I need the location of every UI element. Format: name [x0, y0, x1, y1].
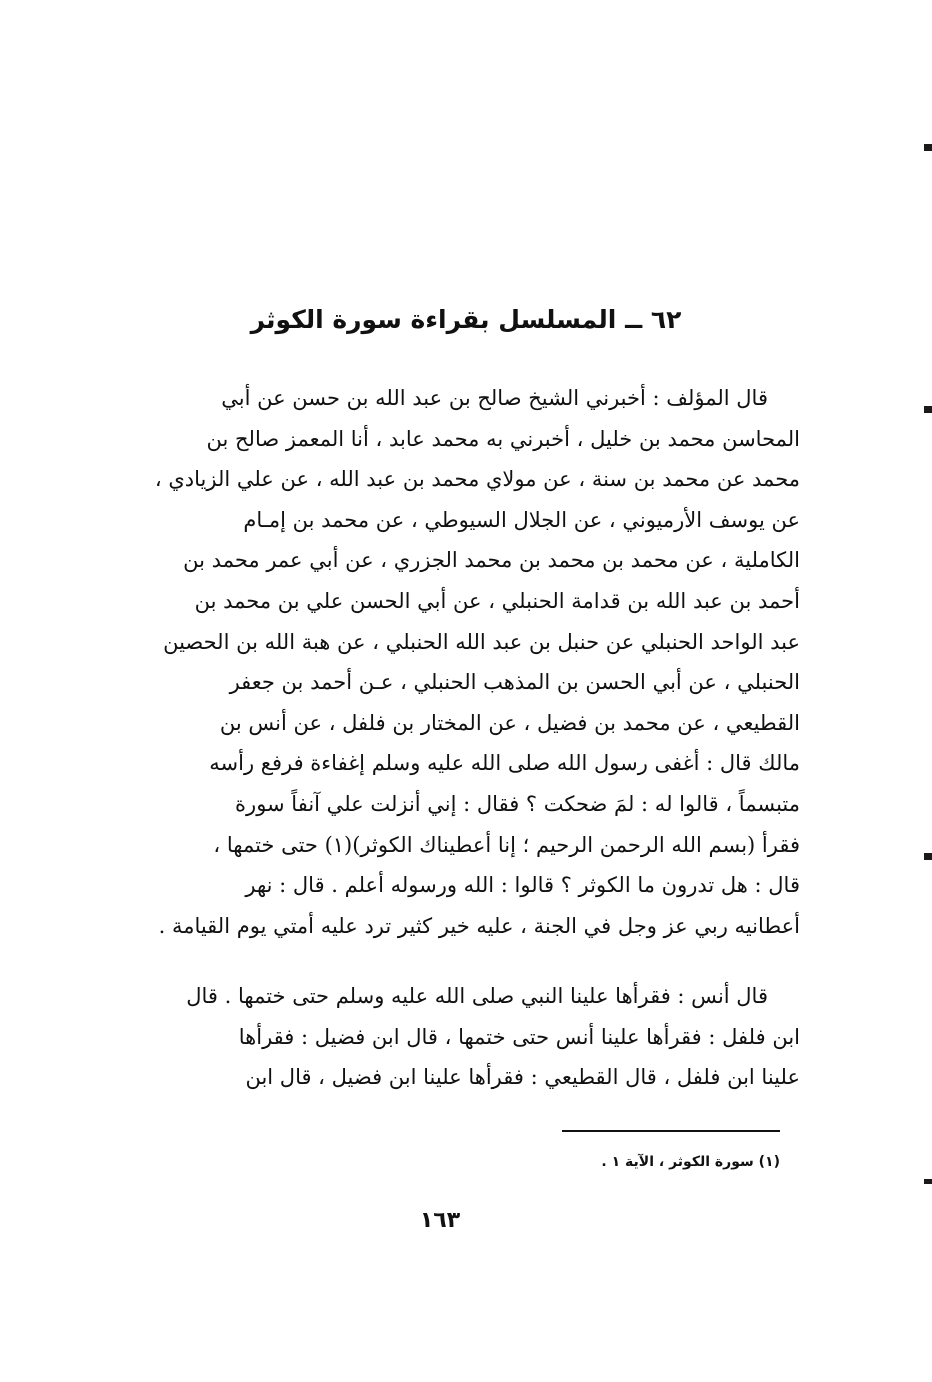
text-line: القطيعي ، عن محمد بن فضيل ، عن المختار بن فلفل ، عن أنس بن	[219, 710, 800, 735]
text-line: المحاسن محمد بن خليل ، أخبرني به محمد عابد ، أنا المعمز صالح بن	[206, 426, 800, 451]
main-paragraph	[130, 378, 800, 946]
text-line: ابن فلفل : فقرأها علينا أنس حتى ختمها ، قال ابن فضيل : فقرأها	[238, 1024, 800, 1049]
scan-edge-mark	[924, 853, 932, 860]
text-line: قال أنس : فقرأها علينا النبي صلى الله عليه وسلم حتى ختمها . قال	[186, 984, 768, 1008]
scan-edge-mark	[924, 406, 932, 413]
text-line: فقرأ (بسم الله الرحمن الرحيم ؛ إنا أعطيناك الكوثر)(١) حتى ختمها ،	[213, 832, 800, 857]
text-line: الكاملية ، عن محمد بن محمد بن محمد الجزري ، عن أبي عمر محمد بن	[183, 548, 800, 573]
text-line: متبسماً ، قالوا له : لمَ ضحكت ؟ فقال : إني أنزلت علي آنفاً سورة	[235, 791, 800, 816]
text-line: محمد عن محمد بن سنة ، عن مولاي محمد بن عبد الله ، عن علي الزيادي ،	[154, 467, 800, 492]
text-line: أعطانيه ربي عز وجل في الجنة ، عليه خير كثير ترد عليه أمتي يوم القيامة .	[158, 913, 800, 938]
text-line: عبد الواحد الحنبلي عن حنبل بن عبد الله الحنبلي ، عن هبة الله بن الحصين	[163, 629, 800, 654]
scan-edge-mark	[924, 144, 932, 151]
text-line: الحنبلي ، عن أبي الحسن بن المذهب الحنبلي ، عـن أحمد بن جعفر	[229, 670, 800, 695]
text-line: علينا ابن فلفل ، قال القطيعي : فقرأها علينا ابن فضيل ، قال ابن	[245, 1065, 800, 1090]
scan-edge-mark	[924, 1179, 932, 1184]
text-line: مالك قال : أغفى رسول الله صلى الله عليه وسلم إغفاءة فرفع رأسه	[209, 751, 800, 776]
text-line: قال : هل تدرون ما الكوثر ؟ قالوا : الله ورسوله أعلم . قال : نهر	[245, 873, 800, 898]
chapter-title: ٦٢ ــ المسلسل بقراءة سورة الكوثر	[250, 305, 682, 334]
second-paragraph	[130, 976, 800, 1098]
text-line: قال المؤلف : أخبرني الشيخ صالح بن عبد الله بن حسن عن أبي	[221, 386, 768, 410]
text-line: أحمد بن عبد الله بن قدامة الحنبلي ، عن أبي الحسن علي بن محمد بن	[194, 588, 800, 613]
page-number: ١٦٣	[419, 1208, 461, 1233]
footnote-divider	[562, 1130, 780, 1132]
text-line: عن يوسف الأرميوني ، عن الجلال السيوطي ، عن محمد بن إمـام	[243, 507, 800, 532]
footnote: (١) سورة الكوثر ، الآية ١ .	[601, 1154, 780, 1170]
